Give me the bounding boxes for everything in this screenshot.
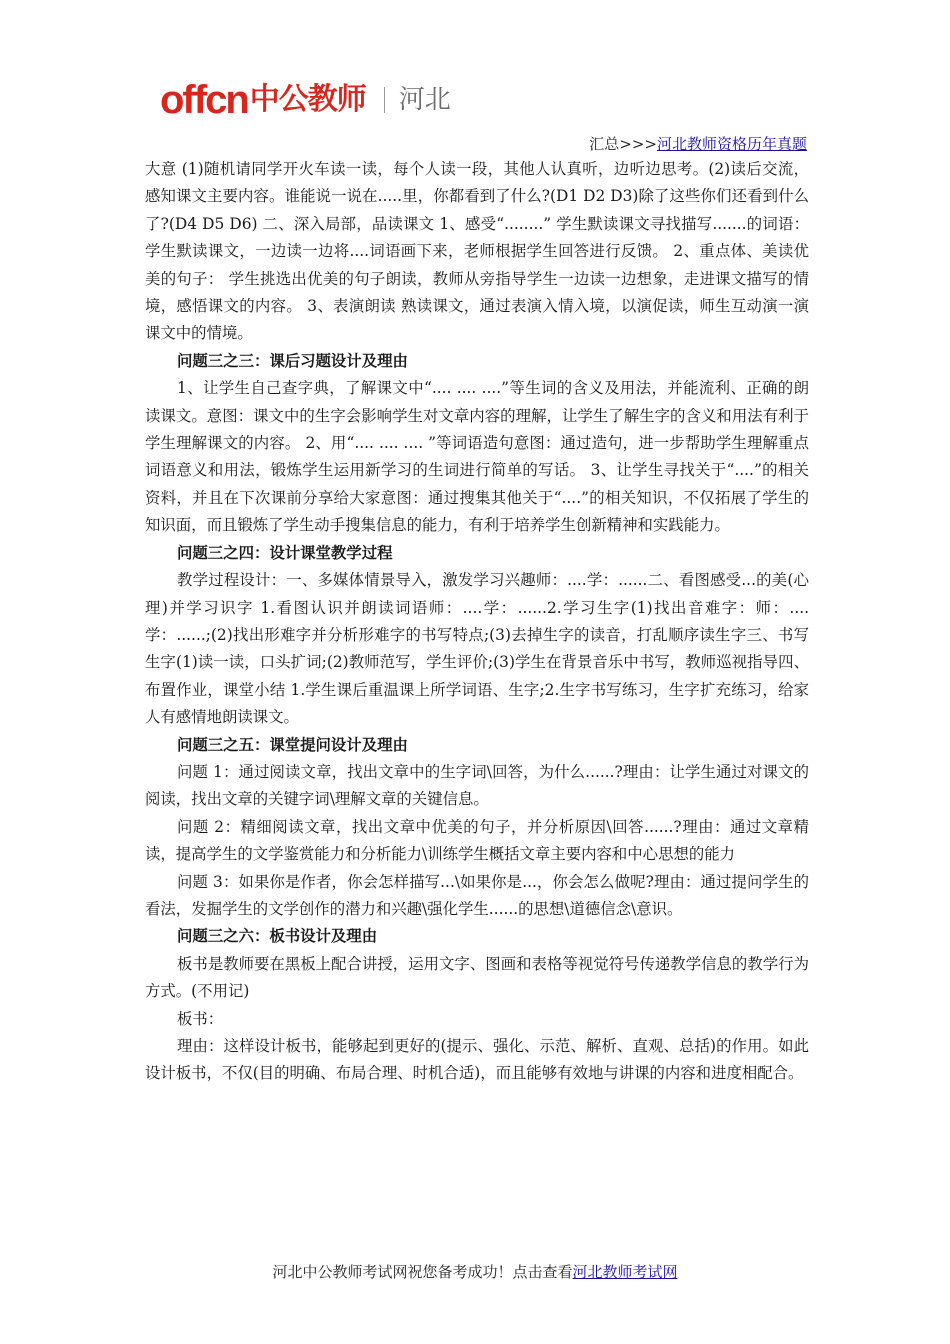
summary-prefix: 汇总>>>	[589, 135, 657, 153]
footer-text: 河北中公教师考试网祝您备考成功！点击查看	[272, 1263, 573, 1281]
logo-offcn-text: offcn	[160, 78, 248, 122]
summary-link-line	[589, 134, 807, 154]
paragraph-process: 教学过程设计：一、多媒体情景导入，激发学习兴趣师：....学：......二、看图感受...的美(心理)并学习识字 1.看图认识并朗读词语师：....学：......2.学习生字(1)找出音难字：师：....学：......;(2)找出形难字并分析形难字的书写特点;(3)去掉生字的读音，打乱顺序读生字三、书写生字(1)读一读，口头扩词;(2)教师范写，学生评价;(3)学生在背景音乐中书写，教师巡视指导四、布置作业，课堂小结 1.学生课后重温课上所学词语、生字;2.生字书写练习，生字扩充练习，给家人有感情地朗读课文。	[145, 571, 809, 727]
logo-brand-text: 中公教师	[249, 82, 366, 117]
section-heading-blackboard: 问题三之六：板书设计及理由	[177, 927, 378, 946]
paragraph-blackboard-def: 板书是教师要在黑板上配合讲授，运用文字、图画和表格等视觉符号传递教学信息的教学行为方式。(不用记)	[145, 954, 809, 1001]
footer-exam-site-link[interactable]: 河北教师考试网	[572, 1263, 678, 1281]
paragraph-question-3: 问题 3：如果你是作者，你会怎样描写...\如果你是...，你会怎么做呢?理由：通过提问学生的看法，发掘学生的文学创作的潜力和兴趣\强化学生......的思想\道德信念\意识。	[145, 872, 809, 918]
section-heading-process: 问题三之四：设计课堂教学过程	[177, 543, 393, 562]
document-body	[145, 156, 809, 1088]
paragraph-exercises: 1、让学生自己查字典，了解课文中“.... .... ....”等生词的含义及用法，并能流利、正确的朗读课文。意图：课文中的生字会影响学生对文章内容的理解，让学生了解生字的含义和用法有利于学生理解课文的内容。 2、用“.... .... .... ”等词语造句意图：通过造句，进一步帮助学生理解重点词语意义和用法，锻炼学生运用新学习的生词进行简单的写话。 3、让学生寻找关于“....”的相关资料，并且在下次课前分享给大家意图：通过搜集其他关于“....”的相关知识，不仅拓展了学生的知识面，而且锻炼了学生动手搜集信息的能力，有利于培养学生创新精神和实践能力。	[145, 379, 809, 535]
logo-region-text: 河北	[398, 85, 451, 115]
paragraph-question-2: 问题 2：精细阅读文章，找出文章中优美的句子，并分析原因\回答......?理由：通过文章精读，提高学生的文学鉴赏能力和分析能力\训练学生概括文章主要内容和中心思想的能力	[145, 817, 809, 864]
exam-history-link[interactable]: 河北教师资格历年真题	[656, 135, 807, 153]
section-heading-exercises: 问题三之三：课后习题设计及理由	[177, 351, 408, 370]
offcn-logo	[160, 78, 451, 122]
paragraph-blackboard-reason: 理由：这样设计板书，能够起到更好的(提示、强化、示范、解析、直观、总括)的作用。如此设计板书，不仅(目的明确、布局合理、时机合适)，而且能够有效地与讲课的内容和进度相配合。	[145, 1037, 809, 1083]
paragraph-question-1: 问题 1：通过阅读文章，找出文章中的生字词\回答，为什么......?理由：让学生通过对课文的阅读，找出文章的关键字词\理解文章的关键信息。	[145, 762, 809, 809]
paragraph-blackboard-label: 板书：	[177, 1009, 224, 1028]
footer	[0, 1262, 950, 1282]
section-heading-questions: 问题三之五：课堂提问设计及理由	[177, 735, 408, 754]
paragraph-intro: 大意 (1)随机请同学开火车读一读，每个人读一段，其他人认真听，边听边思考。(2)读后交流，感知课文主要内容。谁能说一说在.....里，你都看到了什么?(D1 D2 D3)除了这些你们还看到什么了?(D4 D5 D6) 二、深入局部，品读课文 1、感受“........” 学生默读课文寻找描写.......的词语： 学生默读课文，一边读一边将....词语画下来，老师根据学生回答进行反馈。 2、重点体、美读优美的句子： 学生挑选出优美的句子朗读，教师从旁指导学生一边读一边想象，走进课文描写的情境，感悟课文的内容。 3、表演朗读 熟读课文，通过表演入情入境，以演促读，师生互动演一演课文中的情境。	[145, 160, 809, 343]
logo-divider	[384, 87, 385, 113]
